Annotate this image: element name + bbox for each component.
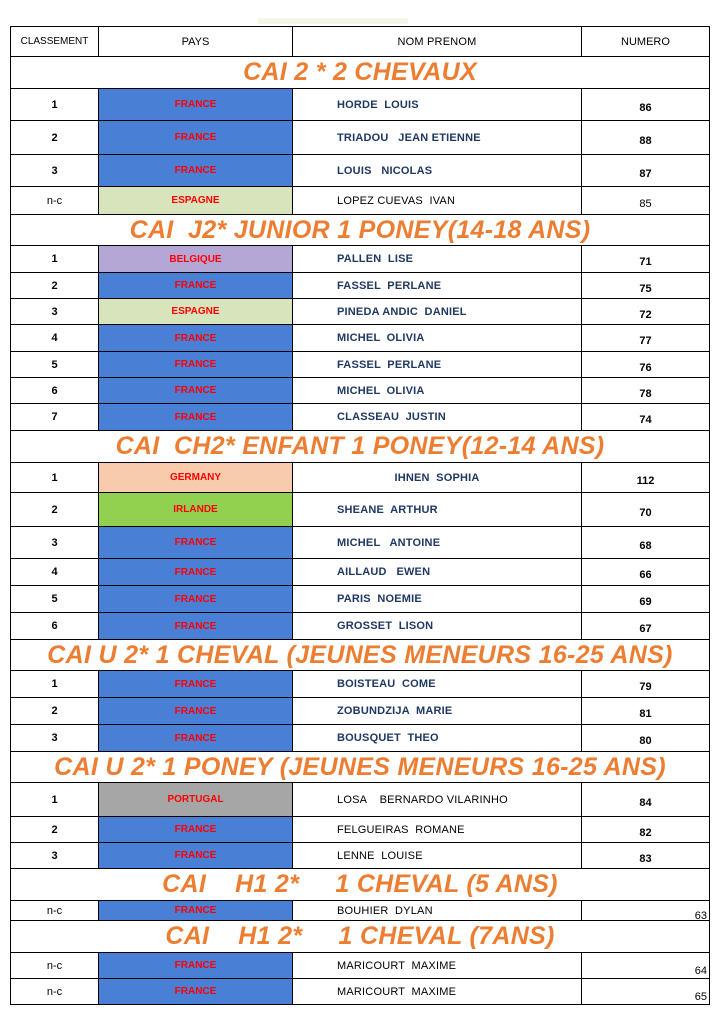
country-cell: FRANCE bbox=[99, 352, 293, 377]
name-cell: AILLAUD EWEN bbox=[293, 559, 582, 585]
rank-cell: 1 bbox=[11, 463, 99, 492]
table-row bbox=[10, 953, 710, 979]
country-cell: ESPAGNE bbox=[99, 299, 293, 324]
rank-cell: n-c bbox=[11, 953, 99, 978]
rank-cell: 5 bbox=[11, 586, 99, 612]
rank-cell: 3 bbox=[11, 155, 99, 186]
table-row bbox=[10, 187, 710, 215]
country-cell: FRANCE bbox=[99, 527, 293, 558]
number-cell: 83 bbox=[639, 852, 652, 865]
table-row bbox=[10, 901, 710, 921]
rank-cell: 1 bbox=[11, 783, 99, 816]
number-cell: 84 bbox=[639, 796, 652, 809]
table-row bbox=[10, 352, 710, 378]
table-row bbox=[10, 725, 710, 752]
number-cell: 77 bbox=[639, 335, 652, 347]
section-title: CAI U 2* 1 CHEVAL (JEUNES MENEURS 16-25 ANS) bbox=[10, 640, 710, 671]
country-cell: FRANCE bbox=[99, 725, 293, 751]
header-nom-prenom: NOM PRENOM bbox=[293, 27, 582, 56]
number-cell: 87 bbox=[639, 167, 652, 180]
rank-cell: 2 bbox=[11, 817, 99, 842]
country-cell: FRANCE bbox=[99, 671, 293, 697]
number-cell: 69 bbox=[639, 596, 652, 608]
number-cell: 85 bbox=[639, 197, 652, 210]
country-cell: FRANCE bbox=[99, 121, 293, 154]
table-row bbox=[10, 671, 710, 698]
name-cell: CLASSEAU JUSTIN bbox=[293, 404, 582, 430]
table-row bbox=[10, 817, 710, 843]
table-row bbox=[10, 559, 710, 586]
name-cell: IHNEN SOPHIA bbox=[293, 463, 582, 492]
table-row bbox=[10, 843, 710, 869]
number-cell: 65 bbox=[694, 990, 707, 1003]
country-cell: FRANCE bbox=[99, 843, 293, 868]
name-cell: PARIS NOEMIE bbox=[293, 586, 582, 612]
name-cell: FASSEL PERLANE bbox=[293, 273, 582, 298]
table-row bbox=[10, 979, 710, 1005]
section-title: CAI CH2* ENFANT 1 PONEY(12-14 ANS) bbox=[10, 431, 710, 463]
number-cell: 74 bbox=[639, 414, 652, 426]
name-cell: MARICOURT MAXIME bbox=[293, 953, 582, 978]
number-cell: 78 bbox=[639, 387, 652, 400]
number-cell: 82 bbox=[639, 826, 652, 839]
rank-cell: 1 bbox=[11, 671, 99, 697]
rank-cell: 3 bbox=[11, 843, 99, 868]
rank-cell: 3 bbox=[11, 527, 99, 558]
rank-cell: n-c bbox=[11, 901, 99, 920]
number-cell: 79 bbox=[639, 681, 652, 693]
name-cell: TRIADOU JEAN ETIENNE bbox=[293, 121, 582, 154]
table-row bbox=[10, 89, 710, 121]
name-cell: BOUHIER DYLAN bbox=[293, 901, 582, 920]
table-row bbox=[10, 378, 710, 404]
results-table bbox=[10, 26, 710, 1005]
rank-cell: 3 bbox=[11, 725, 99, 751]
number-cell: 75 bbox=[639, 282, 652, 295]
name-cell: LENNE LOUISE bbox=[293, 843, 582, 868]
section-title: CAI J2* JUNIOR 1 PONEY(14-18 ANS) bbox=[10, 215, 710, 246]
rank-cell: 5 bbox=[11, 352, 99, 377]
number-cell: 70 bbox=[639, 506, 652, 519]
country-cell: FRANCE bbox=[99, 979, 293, 1004]
rank-cell: 2 bbox=[11, 493, 99, 526]
name-cell: LOSA BERNARDO VILARINHO bbox=[293, 783, 582, 816]
rank-cell: 4 bbox=[11, 325, 99, 351]
country-cell: IRLANDE bbox=[99, 493, 293, 526]
table-row bbox=[10, 698, 710, 725]
header-pays: PAYS bbox=[99, 27, 293, 56]
rank-cell: 1 bbox=[11, 89, 99, 120]
name-cell: GROSSET LISON bbox=[293, 613, 582, 639]
table-row bbox=[10, 463, 710, 493]
table-row bbox=[10, 527, 710, 559]
table-header bbox=[10, 26, 710, 57]
table-row bbox=[10, 299, 710, 325]
name-cell: PINEDA ANDIC DANIEL bbox=[293, 299, 582, 324]
country-cell: FRANCE bbox=[99, 559, 293, 585]
rank-cell: 7 bbox=[11, 404, 99, 430]
number-cell: 76 bbox=[639, 361, 652, 374]
country-cell: FRANCE bbox=[99, 404, 293, 430]
rank-cell: 4 bbox=[11, 559, 99, 585]
number-cell: 68 bbox=[639, 539, 652, 552]
country-cell: ESPAGNE bbox=[99, 187, 293, 214]
number-cell: 88 bbox=[639, 134, 652, 147]
table-row bbox=[10, 586, 710, 613]
name-cell: FASSEL PERLANE bbox=[293, 352, 582, 377]
section-title: CAI 2 * 2 CHEVAUX bbox=[10, 57, 710, 89]
section-title: CAI H1 2* 1 CHEVAL (5 ANS) bbox=[10, 869, 710, 901]
rank-cell: n-c bbox=[11, 979, 99, 1004]
country-cell: FRANCE bbox=[99, 586, 293, 612]
number-cell: 67 bbox=[639, 623, 652, 635]
country-cell: FRANCE bbox=[99, 273, 293, 298]
name-cell: LOUIS NICOLAS bbox=[293, 155, 582, 186]
country-cell: BELGIQUE bbox=[99, 246, 293, 272]
header-numero: NUMERO bbox=[621, 35, 670, 48]
number-cell: 72 bbox=[639, 308, 652, 321]
country-cell: GERMANY bbox=[99, 463, 293, 492]
table-row bbox=[10, 246, 710, 273]
name-cell: HORDE LOUIS bbox=[293, 89, 582, 120]
table-row bbox=[10, 121, 710, 155]
section-title: CAI H1 2* 1 CHEVAL (7ANS) bbox=[10, 921, 710, 953]
name-cell: ZOBUNDZIJA MARIE bbox=[293, 698, 582, 724]
country-cell: FRANCE bbox=[99, 155, 293, 186]
country-cell: FRANCE bbox=[99, 953, 293, 978]
header-classement: CLASSEMENT bbox=[11, 27, 99, 56]
number-cell: 86 bbox=[639, 101, 652, 114]
rank-cell: 6 bbox=[11, 613, 99, 639]
table-row bbox=[10, 273, 710, 299]
rank-cell: n-c bbox=[11, 187, 99, 214]
table-row bbox=[10, 325, 710, 352]
table-row bbox=[10, 404, 710, 431]
section-title: CAI U 2* 1 PONEY (JEUNES MENEURS 16-25 ANS) bbox=[10, 752, 710, 783]
name-cell: BOISTEAU COME bbox=[293, 671, 582, 697]
country-cell: FRANCE bbox=[99, 378, 293, 403]
rank-cell: 1 bbox=[11, 246, 99, 272]
number-cell: 81 bbox=[639, 708, 652, 720]
name-cell: SHEANE ARTHUR bbox=[293, 493, 582, 526]
table-row bbox=[10, 155, 710, 187]
rank-cell: 2 bbox=[11, 698, 99, 724]
country-cell: FRANCE bbox=[99, 613, 293, 639]
number-cell: 80 bbox=[639, 735, 652, 747]
rank-cell: 2 bbox=[11, 273, 99, 298]
country-cell: FRANCE bbox=[99, 89, 293, 120]
country-cell: PORTUGAL bbox=[99, 783, 293, 816]
name-cell: BOUSQUET THEO bbox=[293, 725, 582, 751]
table-row bbox=[10, 493, 710, 527]
number-cell: 64 bbox=[694, 964, 707, 977]
country-cell: FRANCE bbox=[99, 901, 293, 920]
table-row bbox=[10, 613, 710, 640]
number-cell: 112 bbox=[636, 474, 655, 487]
name-cell: MARICOURT MAXIME bbox=[293, 979, 582, 1004]
name-cell: MICHEL ANTOINE bbox=[293, 527, 582, 558]
number-cell: 66 bbox=[639, 569, 652, 581]
country-cell: FRANCE bbox=[99, 325, 293, 351]
rank-cell: 3 bbox=[11, 299, 99, 324]
name-cell: MICHEL OLIVIA bbox=[293, 378, 582, 403]
country-cell: FRANCE bbox=[99, 698, 293, 724]
rank-cell: 6 bbox=[11, 378, 99, 403]
country-cell: FRANCE bbox=[99, 817, 293, 842]
table-row bbox=[10, 783, 710, 817]
name-cell: FELGUEIRAS ROMANE bbox=[293, 817, 582, 842]
name-cell: MICHEL OLIVIA bbox=[293, 325, 582, 351]
number-cell: 71 bbox=[639, 256, 652, 268]
name-cell: PALLEN LISE bbox=[293, 246, 582, 272]
rank-cell: 2 bbox=[11, 121, 99, 154]
top-decoration bbox=[258, 18, 408, 24]
name-cell: LOPEZ CUEVAS IVAN bbox=[293, 187, 582, 214]
number-cell: 63 bbox=[694, 909, 707, 922]
